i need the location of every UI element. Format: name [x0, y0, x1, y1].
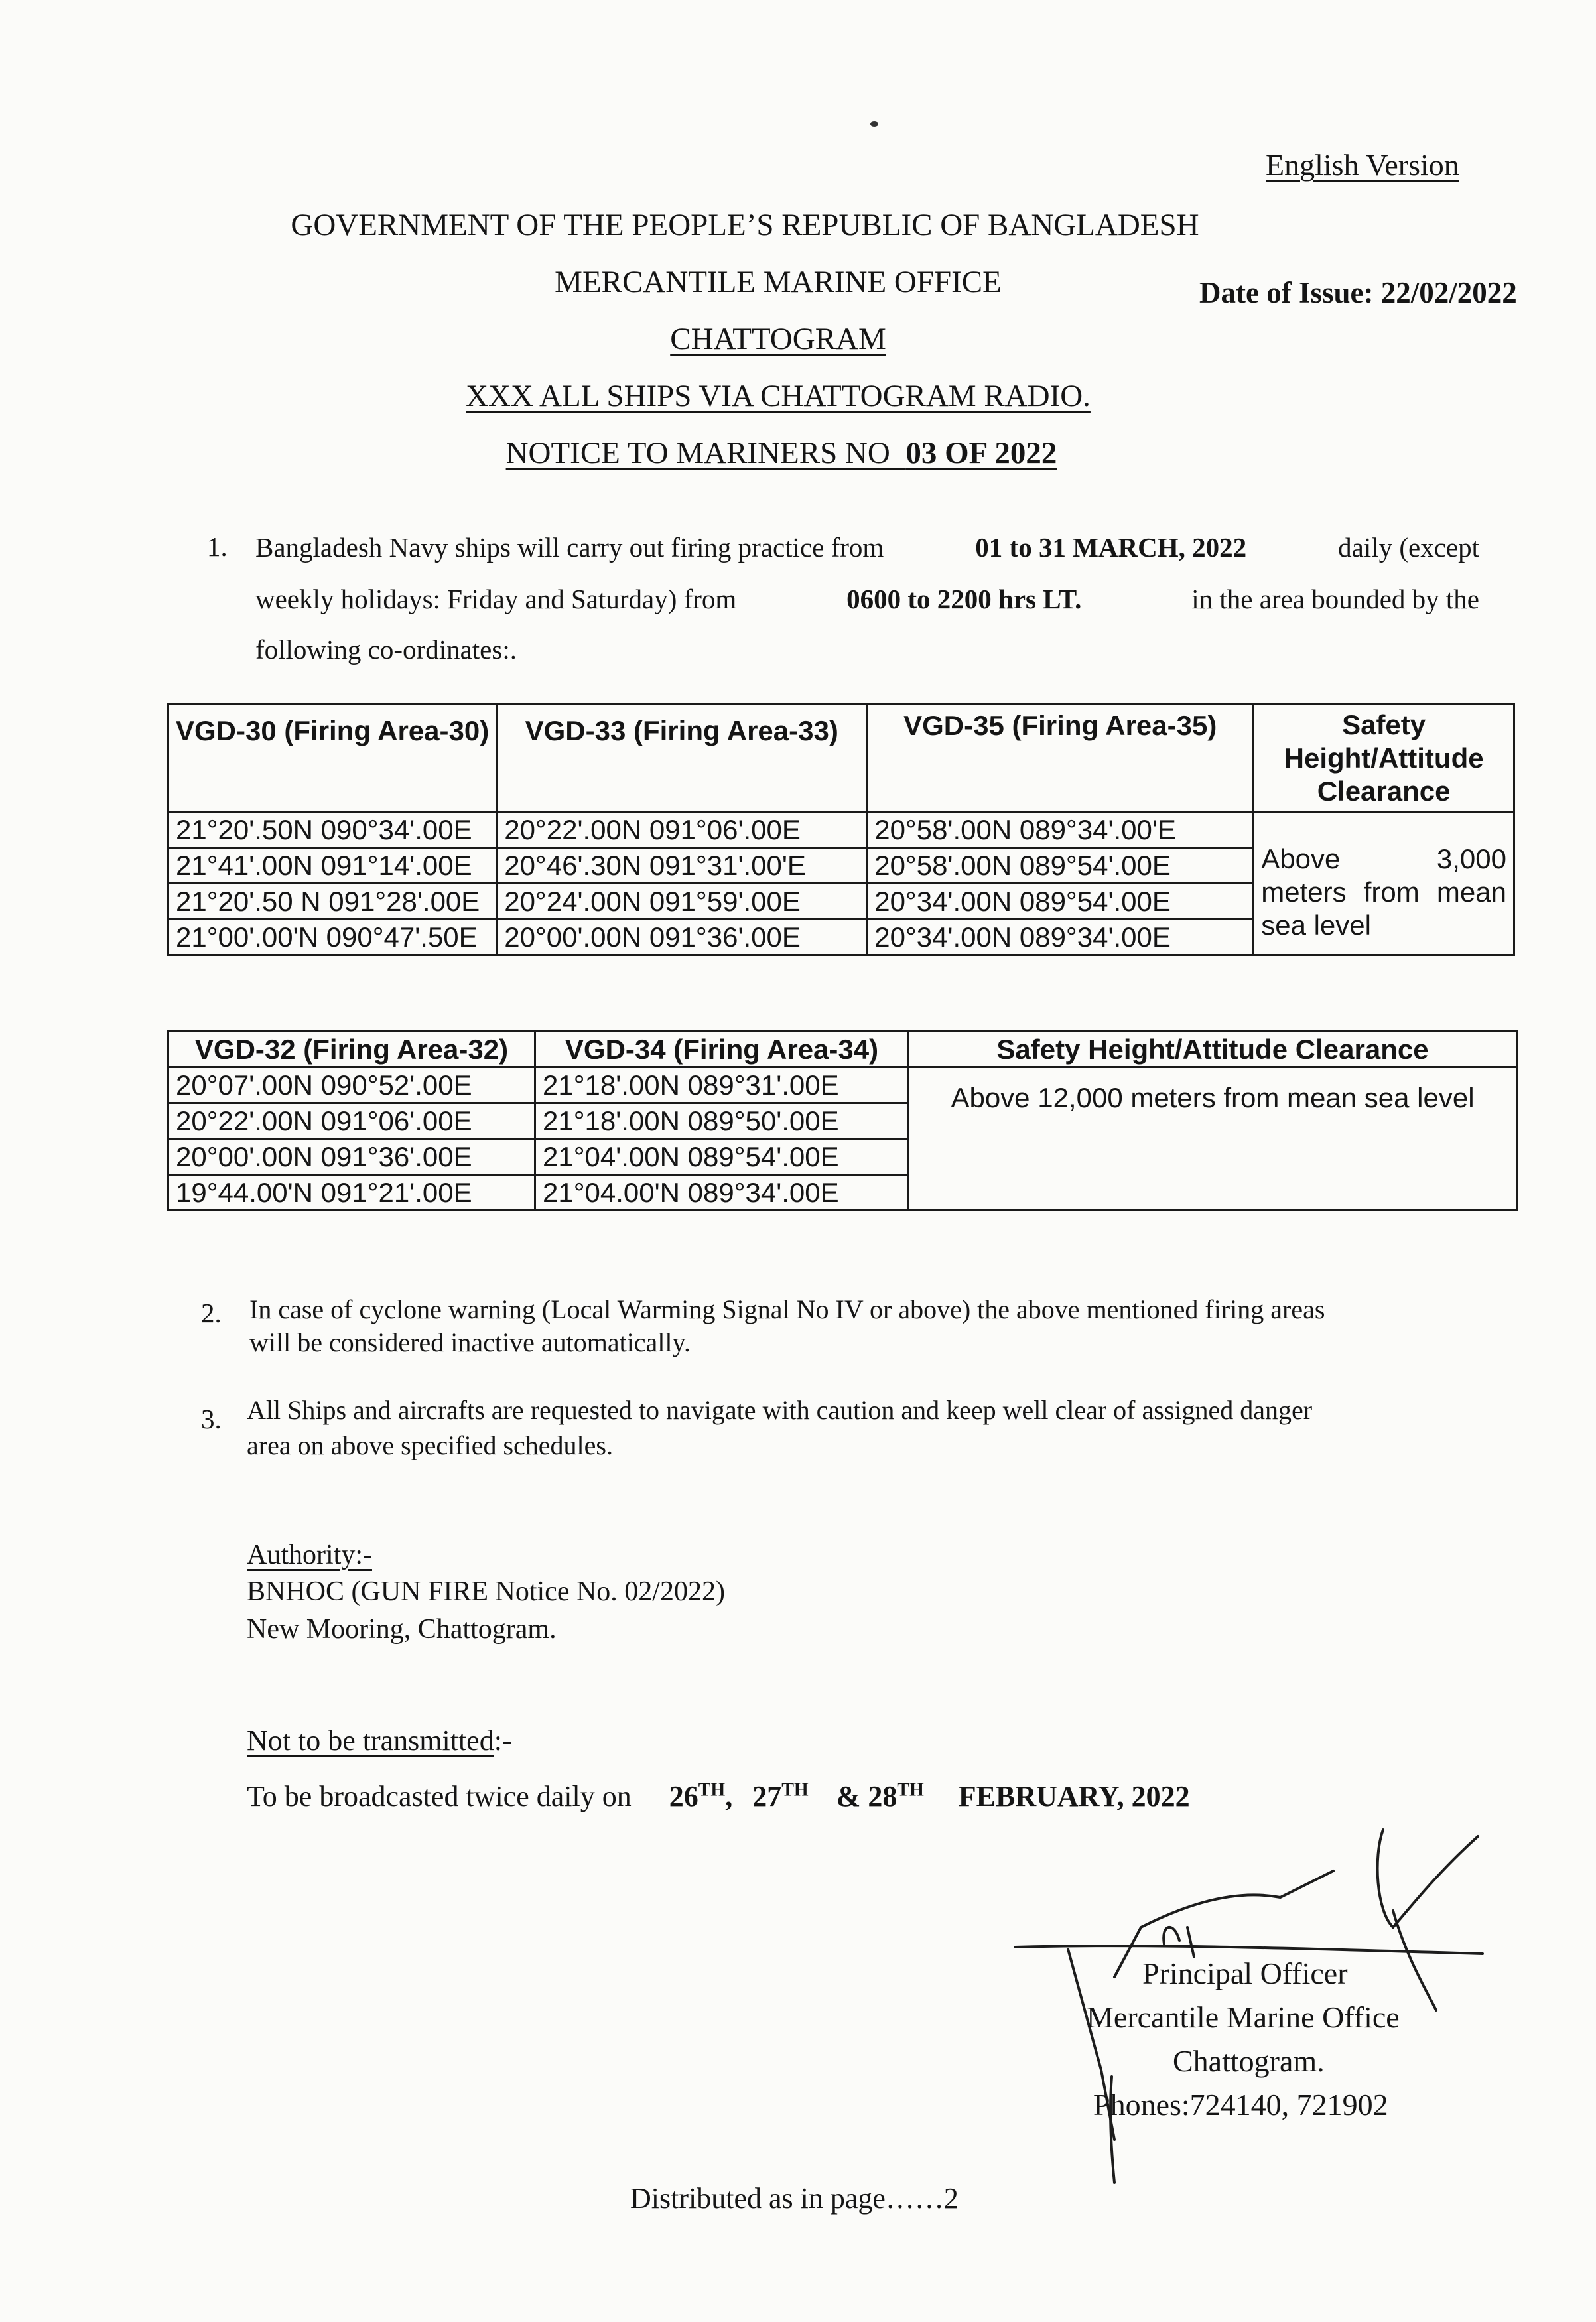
table1-header-clearance: Safety Height/Attitude Clearance: [1254, 705, 1514, 812]
signature-phones: Phones:724140, 721902: [1093, 2088, 1388, 2122]
table-cell: 21°20'.50 N 091°28'.00E: [168, 884, 497, 920]
para3-number: 3.: [201, 1404, 222, 1434]
table2-header: VGD-32 (Firing Area-32): [168, 1032, 535, 1067]
para2-number: 2.: [201, 1298, 222, 1328]
table-cell: 21°18'.00N 089°50'.00E: [535, 1103, 909, 1139]
transmission-label-suffix: :-: [494, 1724, 512, 1757]
para1-line3: following co-ordinates:.: [255, 634, 517, 665]
para1-text: Bangladesh Navy ships will carry out firing practice from: [255, 532, 884, 563]
header-recipients: XXX ALL SHIPS VIA CHATTOGRAM RADIO.: [466, 379, 1091, 413]
scan-mark: [870, 121, 878, 127]
broadcast-day-1: 26TH: [669, 1779, 726, 1812]
notice-number: 03 OF 2022: [905, 436, 1057, 470]
para2-line2: will be considered inactive automatically.: [249, 1328, 691, 1357]
table-cell: 20°34'.00N 089°34'.00E: [867, 920, 1254, 955]
header-government: GOVERNMENT OF THE PEOPLE’S REPUBLIC OF BANGLADESH: [291, 208, 1199, 242]
header-city: CHATTOGRAM: [670, 322, 886, 356]
table-cell: 20°58'.00N 089°54'.00E: [867, 848, 1254, 884]
para3-line2: area on above specified schedules.: [247, 1430, 613, 1460]
issue-date: Date of Issue: 22/02/2022: [1199, 276, 1517, 309]
table1-header: VGD-35 (Firing Area-35): [867, 705, 1254, 812]
table-cell: 20°07'.00N 090°52'.00E: [168, 1067, 535, 1103]
para2-line1: In case of cyclone warning (Local Warming Signal No IV or above) the above mentioned firing areas: [249, 1294, 1325, 1324]
table1-header: VGD-30 (Firing Area-30): [168, 705, 497, 812]
para1-number: 1.: [207, 531, 228, 562]
broadcast-month: FEBRUARY, 2022: [958, 1780, 1190, 1812]
distribution-note: Distributed as in page……2: [630, 2182, 959, 2215]
table-cell: 21°20'.50N 090°34'.00E: [168, 812, 497, 848]
para1-text: weekly holidays: Friday and Saturday) from: [255, 584, 737, 614]
table-cell: 21°18'.00N 089°31'.00E: [535, 1067, 909, 1103]
signature-office: Mercantile Marine Office: [1087, 2000, 1400, 2034]
version-label: English Version: [1266, 148, 1459, 182]
table2-header-clearance: Safety Height/Attitude Clearance: [909, 1032, 1517, 1067]
notice-title-prefix: NOTICE TO MARINERS NO: [505, 436, 890, 470]
para1-hours: 0600 to 2200 hrs LT.: [846, 584, 1082, 614]
authority-line2: New Mooring, Chattogram.: [247, 1614, 557, 1645]
signature-title: Principal Officer: [1142, 1956, 1348, 1990]
broadcast-day-2: 27TH: [752, 1779, 809, 1812]
table-cell: 20°46'.30N 091°31'.00'E: [497, 848, 867, 884]
signature-city: Chattogram.: [1173, 2044, 1325, 2078]
para1-text: in the area bounded by the: [1191, 584, 1479, 614]
table-cell: 21°41'.00N 091°14'.00E: [168, 848, 497, 884]
broadcast-day-3: 28TH: [868, 1779, 924, 1812]
para1-dates: 01 to 31 MARCH, 2022: [975, 532, 1247, 563]
table-cell: 19°44.00'N 091°21'.00E: [168, 1175, 535, 1211]
broadcast-prefix: To be broadcasted twice daily on: [247, 1780, 632, 1812]
transmission-label-text: Not to be transmitted: [247, 1724, 494, 1757]
table-cell: 20°34'.00N 089°54'.00E: [867, 884, 1254, 920]
para1-text: daily (except: [1338, 532, 1479, 563]
table-cell: 21°04'.00N 089°54'.00E: [535, 1139, 909, 1175]
authority-label: Authority:-: [247, 1540, 372, 1570]
table-cell: 21°00'.00'N 090°47'.50E: [168, 920, 497, 955]
table-cell: 20°22'.00N 091°06'.00E: [497, 812, 867, 848]
broadcast-separator: ,: [725, 1780, 733, 1812]
table2-clearance: Above 12,000 meters from mean sea level: [909, 1067, 1517, 1211]
table-cell: 21°04.00'N 089°34'.00E: [535, 1175, 909, 1211]
table-cell: 20°00'.00N 091°36'.00E: [168, 1139, 535, 1175]
authority-line1: BNHOC (GUN FIRE Notice No. 02/2022): [247, 1576, 725, 1607]
table1-header: VGD-33 (Firing Area-33): [497, 705, 867, 812]
table-cell: 20°00'.00N 091°36'.00E: [497, 920, 867, 955]
broadcast-ampersand: &: [836, 1780, 861, 1812]
table-cell: 20°22'.00N 091°06'.00E: [168, 1103, 535, 1139]
para3-line1: All Ships and aircrafts are requested to navigate with caution and keep well clear of assigned danger: [247, 1395, 1313, 1425]
table-cell: 20°58'.00N 089°34'.00'E: [867, 812, 1254, 848]
header-office: MERCANTILE MARINE OFFICE: [555, 265, 1002, 299]
table1-clearance: Above 3,000 meters from mean sea level: [1254, 812, 1514, 955]
table-cell: 20°24'.00N 091°59'.00E: [497, 884, 867, 920]
table2-header: VGD-34 (Firing Area-34): [535, 1032, 909, 1067]
